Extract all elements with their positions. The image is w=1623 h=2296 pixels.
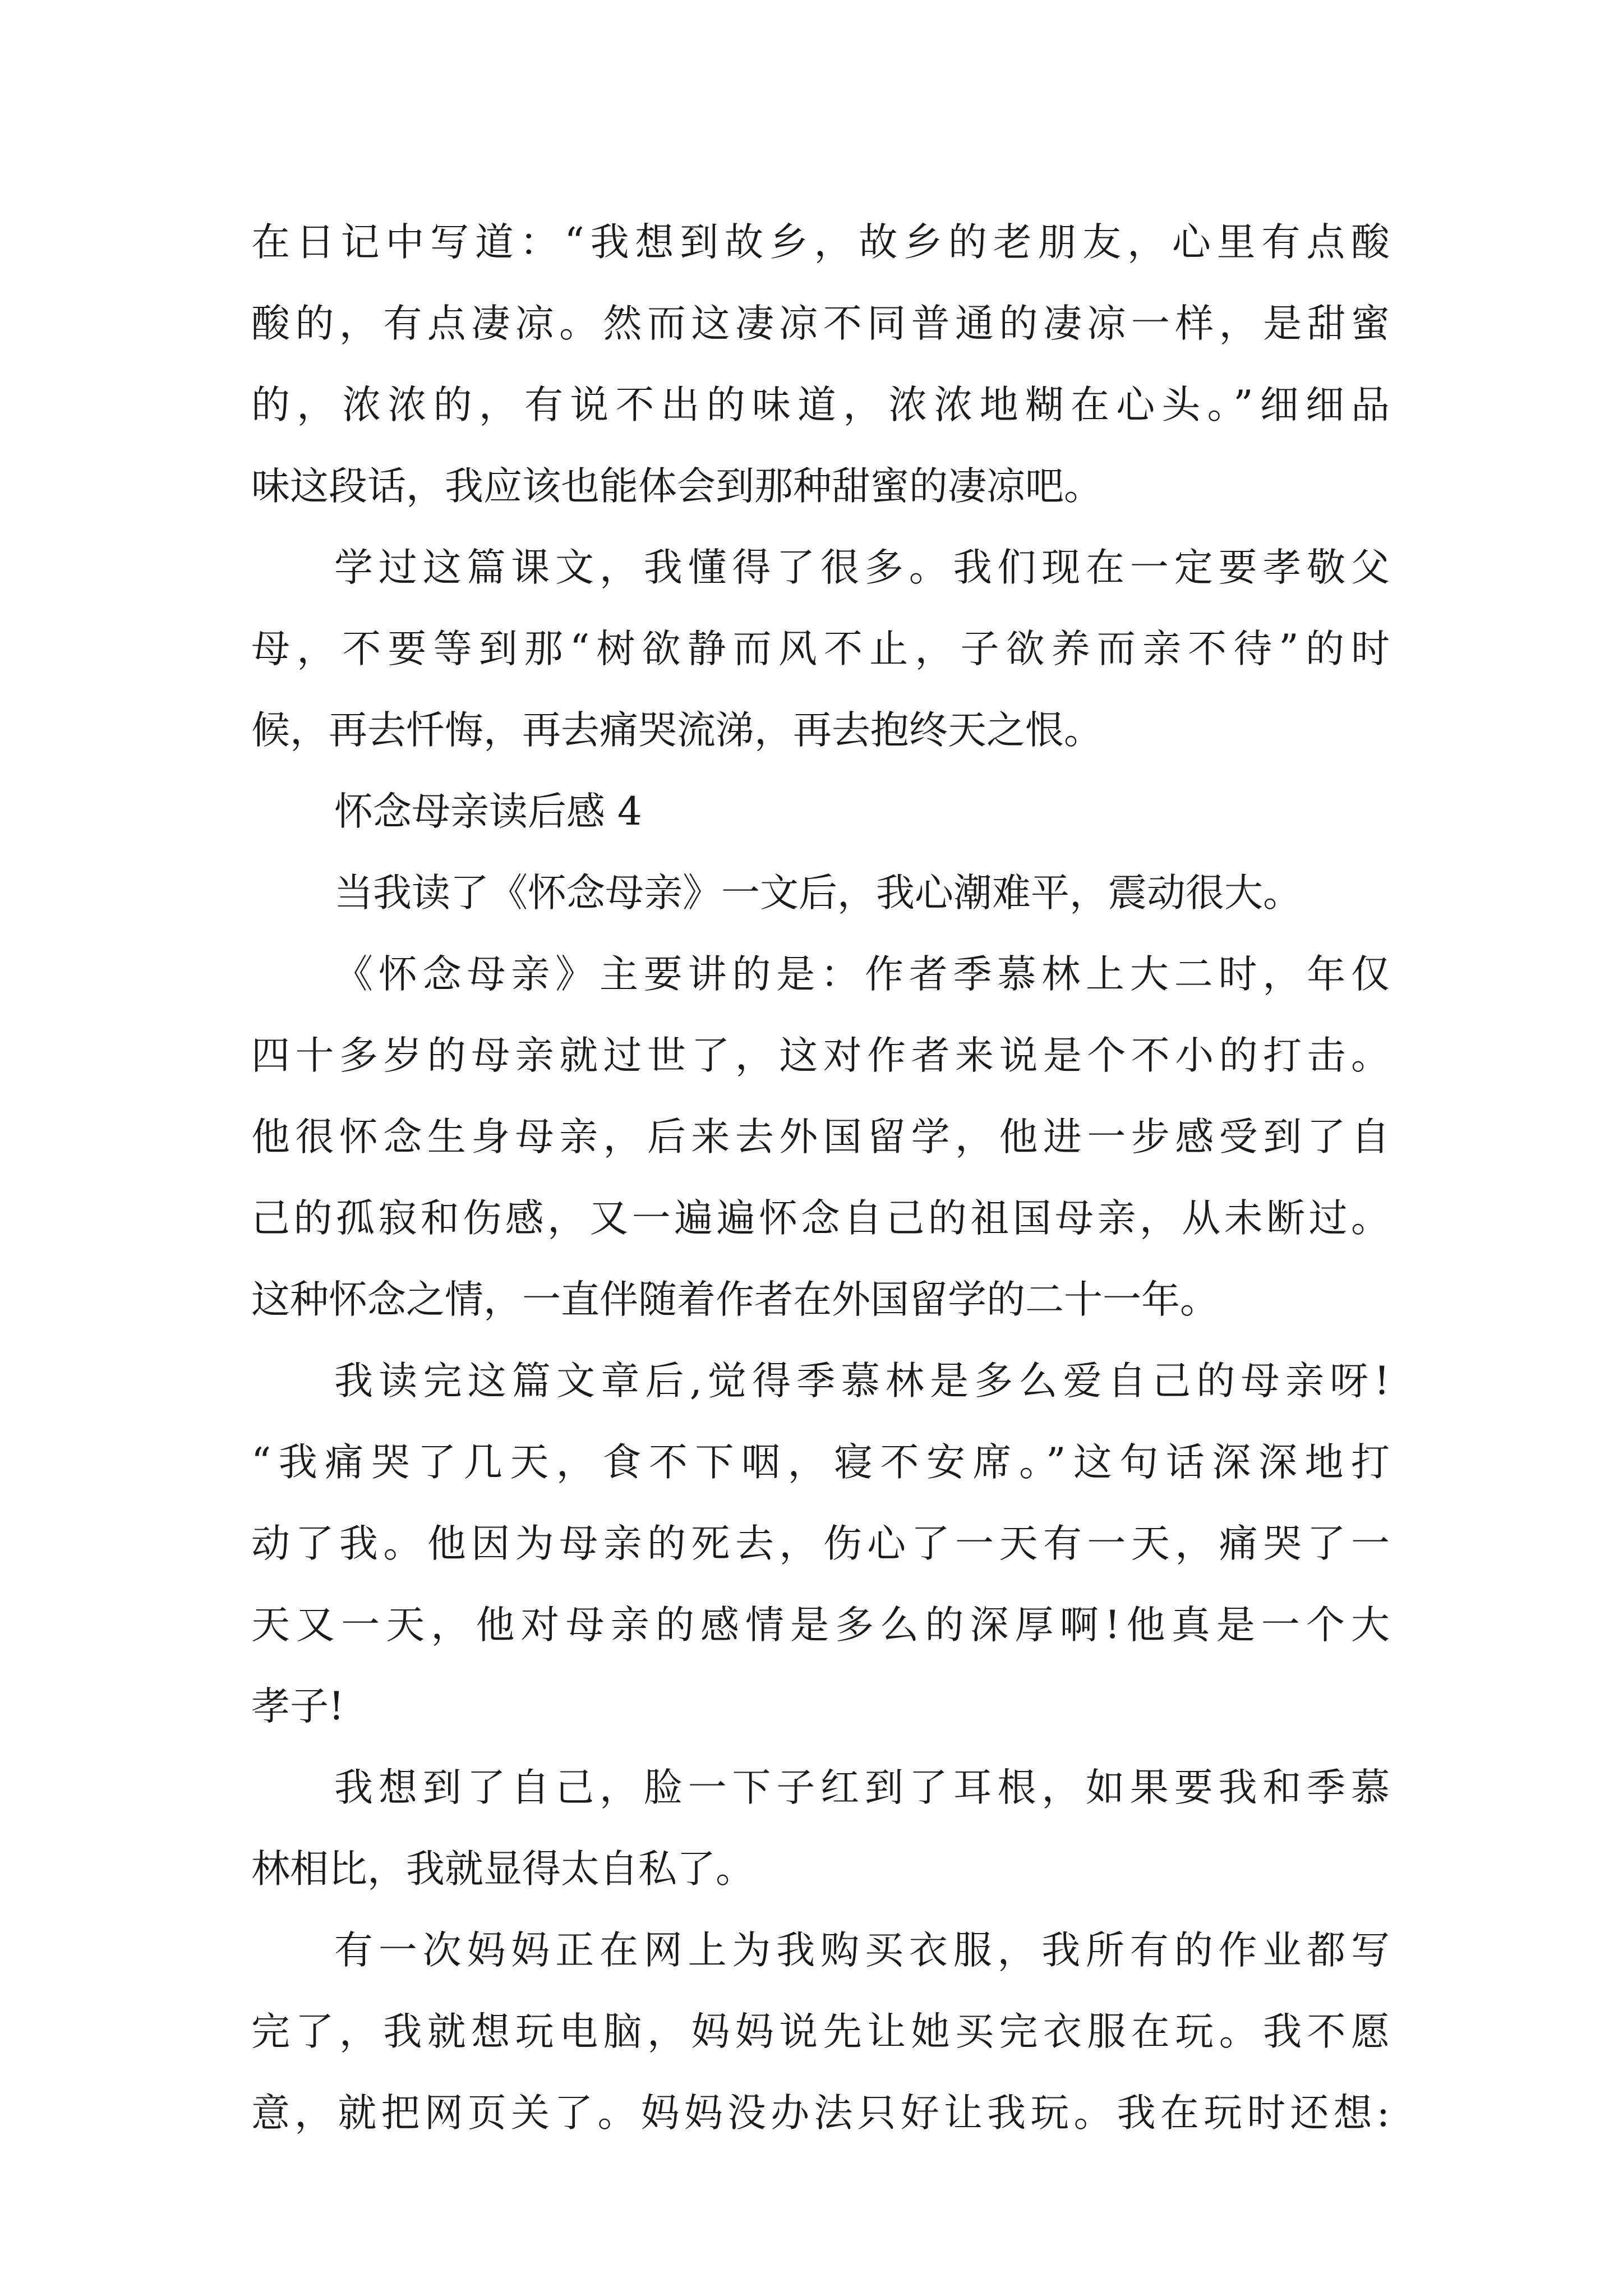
text-line: 动了我。他因为母亲的死去，伤心了一天有一天，痛哭了一 (251, 1521, 1390, 1566)
text-line: 《怀念母亲》主要讲的是：作者季慕林上大二时，年仅 (334, 952, 1390, 997)
text-line: 味这段话，我应该也能体会到那种甜蜜的凄凉吧。 (251, 464, 1103, 509)
text-line: 天又一天，他对母亲的感情是多么的深厚啊!他真是一个大 (251, 1603, 1390, 1648)
text-line: 候，再去忏悔，再去痛哭流涕，再去抱终天之恨。 (251, 708, 1103, 753)
text-line: 意，就把网页关了。妈妈没办法只好让我玩。我在玩时还想: (251, 2091, 1390, 2136)
text-line: 酸的，有点凄凉。然而这凄凉不同普通的凄凉一样，是甜蜜 (251, 301, 1390, 346)
text-line: 他很怀念生身母亲，后来去外国留学，他进一步感受到了自 (251, 1115, 1390, 1159)
text-line: 在日记中写道：“我想到故乡，故乡的老朋友，心里有点酸 (251, 220, 1390, 265)
body-text (251, 202, 1390, 2154)
text-line: 完了，我就想玩电脑，妈妈说先让她买完衣服在玩。我不愿 (251, 2009, 1390, 2054)
text-line: 我想到了自己，脸一下子红到了耳根，如果要我和季慕 (334, 1765, 1390, 1810)
text-line: 孝子! (251, 1684, 344, 1729)
text-line: 当我读了《怀念母亲》一文后，我心潮难平，震动很大。 (334, 871, 1302, 915)
text-line: “我痛哭了几天，食不下咽，寝不安席。”这句话深深地打 (251, 1440, 1390, 1485)
text-line: 这种怀念之情，一直伴随着作者在外国留学的二十一年。 (251, 1277, 1219, 1322)
text-line: 我读完这篇文章后,觉得季慕林是多么爱自己的母亲呀! (334, 1359, 1390, 1404)
text-line: 学过这篇课文，我懂得了很多。我们现在一定要孝敬父 (334, 545, 1390, 590)
text-line: 林相比，我就显得太自私了。 (251, 1847, 754, 1892)
text-line: 己的孤寂和伤感，又一遍遍怀念自己的祖国母亲，从未断过。 (251, 1196, 1390, 1241)
section-heading: 怀念母亲读后感 4 (334, 789, 642, 834)
text-line: 的，浓浓的，有说不出的味道，浓浓地糊在心头。”细细品 (251, 383, 1390, 427)
text-line: 母，不要等到那“树欲静而风不止，子欲养而亲不待”的时 (251, 627, 1390, 671)
text-line: 有一次妈妈正在网上为我购买衣服，我所有的作业都写 (334, 1928, 1390, 1973)
text-line: 四十多岁的母亲就过世了，这对作者来说是个不小的打击。 (251, 1033, 1390, 1078)
